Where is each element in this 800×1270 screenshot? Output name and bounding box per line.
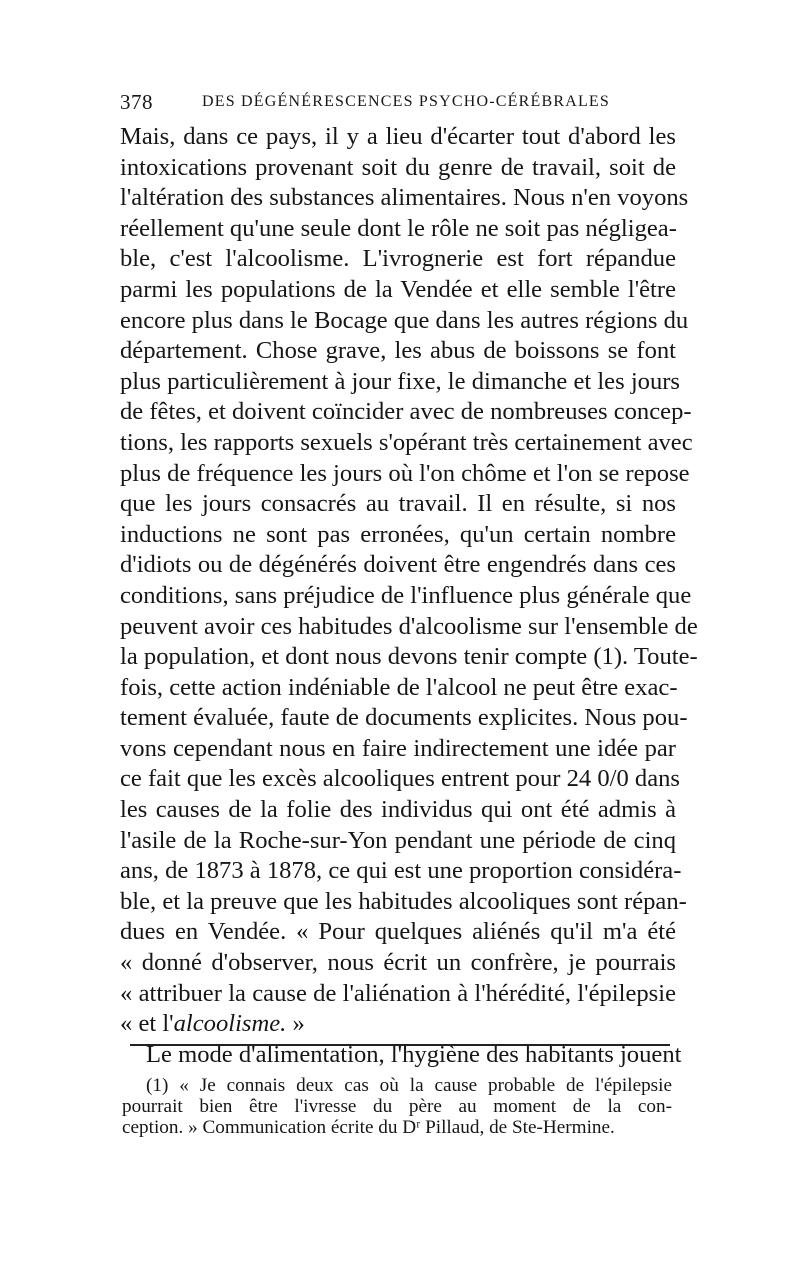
closing-quote: »: [286, 1010, 305, 1038]
text-line: ans, de 1873 à 1878, ce qui est une proportion considéra-: [120, 857, 682, 885]
page-number: 378: [120, 90, 153, 114]
text-line: plus de fréquence les jours où l'on chôme et l'on se repose: [120, 459, 690, 487]
text-line: « donné d'observer, nous écrit un confrère, je pourrais: [120, 949, 676, 977]
text-line: l'altération des substances alimentaires. Nous n'en voyons: [120, 184, 689, 212]
text-line: peuvent avoir ces habitudes d'alcoolisme sur l'ensemble de: [120, 612, 698, 640]
text-line: de fêtes, et doivent coïncider avec de nombreuses concep-: [120, 398, 692, 426]
text-line: d'idiots ou de dégénérés doivent être engendrés dans ces: [120, 551, 676, 579]
paragraph-first-line: Le mode d'alimentation, l'hygiène des habitants jouent: [146, 1040, 682, 1068]
text-line: inductions ne sont pas erronées, qu'un certain nombre: [120, 520, 676, 548]
text-line: Mais, dans ce pays, il y a lieu d'écarter tout d'abord les: [120, 123, 676, 150]
text-line: que les jours consacrés au travail. Il en résulte, si nos: [120, 490, 676, 518]
text-line: tement évaluée, faute de documents explicites. Nous pou-: [120, 704, 688, 732]
text-line: dues en Vendée. « Pour quelques aliénés qu'il m'a été: [120, 918, 676, 946]
text-line-end-of-quote: [120, 1009, 676, 1040]
footnote-rule: [130, 1044, 670, 1046]
footnote: [122, 1075, 672, 1138]
text-line: l'asile de la Roche-sur-Yon pendant une période de cinq: [120, 826, 676, 854]
text-line: intoxications provenant soit du genre de travail, soit de: [120, 153, 676, 181]
text-line: conditions, sans préjudice de l'influence plus générale que: [120, 581, 692, 609]
italic-word: alcoolisme.: [173, 1010, 287, 1038]
text-line: « attribuer la cause de l'aliénation à l'hérédité, l'épilepsie: [120, 979, 676, 1007]
text-line: la population, et dont nous devons tenir compte (1). Toute-: [120, 643, 698, 671]
body-text: [120, 122, 698, 1070]
text-line: fois, cette action indéniable de l'alcool ne peut être exac-: [120, 673, 678, 701]
text-line: plus particulièrement à jour fixe, le dimanche et les jours: [120, 367, 681, 395]
text-line: ble, et la preuve que les habitudes alcooliques sont répan-: [120, 887, 687, 915]
text-line: département. Chose grave, les abus de boissons se font: [120, 337, 676, 365]
running-head: DES DÉGÉNÉRESCENCES PSYCHO-CÉRÉBRALES: [202, 93, 610, 110]
text-line: les causes de la folie des individus qui ont été admis à: [120, 796, 676, 824]
page-header: [120, 90, 680, 118]
text-line: ce fait que les excès alcooliques entrent pour 24 0/0 dans: [120, 765, 681, 793]
text-line: vons cependant nous en faire indirectement une idée par: [120, 734, 676, 762]
footnote-line: (1) « Je connais deux cas où la cause probable de l'épilepsie: [146, 1075, 672, 1096]
text-line: parmi les populations de la Vendée et elle semble l'être: [120, 275, 676, 303]
text-line: réellement qu'une seule dont le rôle ne soit pas négligea-: [120, 214, 677, 242]
text-line: ble, c'est l'alcoolisme. L'ivrognerie est fort répandue: [120, 245, 676, 273]
text-line: encore plus dans le Bocage que dans les autres régions du: [120, 306, 689, 334]
footnote-line: pourrait bien être l'ivresse du père au moment de la con-: [122, 1096, 672, 1117]
text-line-start: « et l': [120, 1010, 174, 1038]
footnote-line: ception. » Communication écrite du Dʳ Pillaud, de Ste-Hermine.: [122, 1117, 615, 1138]
text-line: tions, les rapports sexuels s'opérant très certainement avec: [120, 428, 693, 456]
